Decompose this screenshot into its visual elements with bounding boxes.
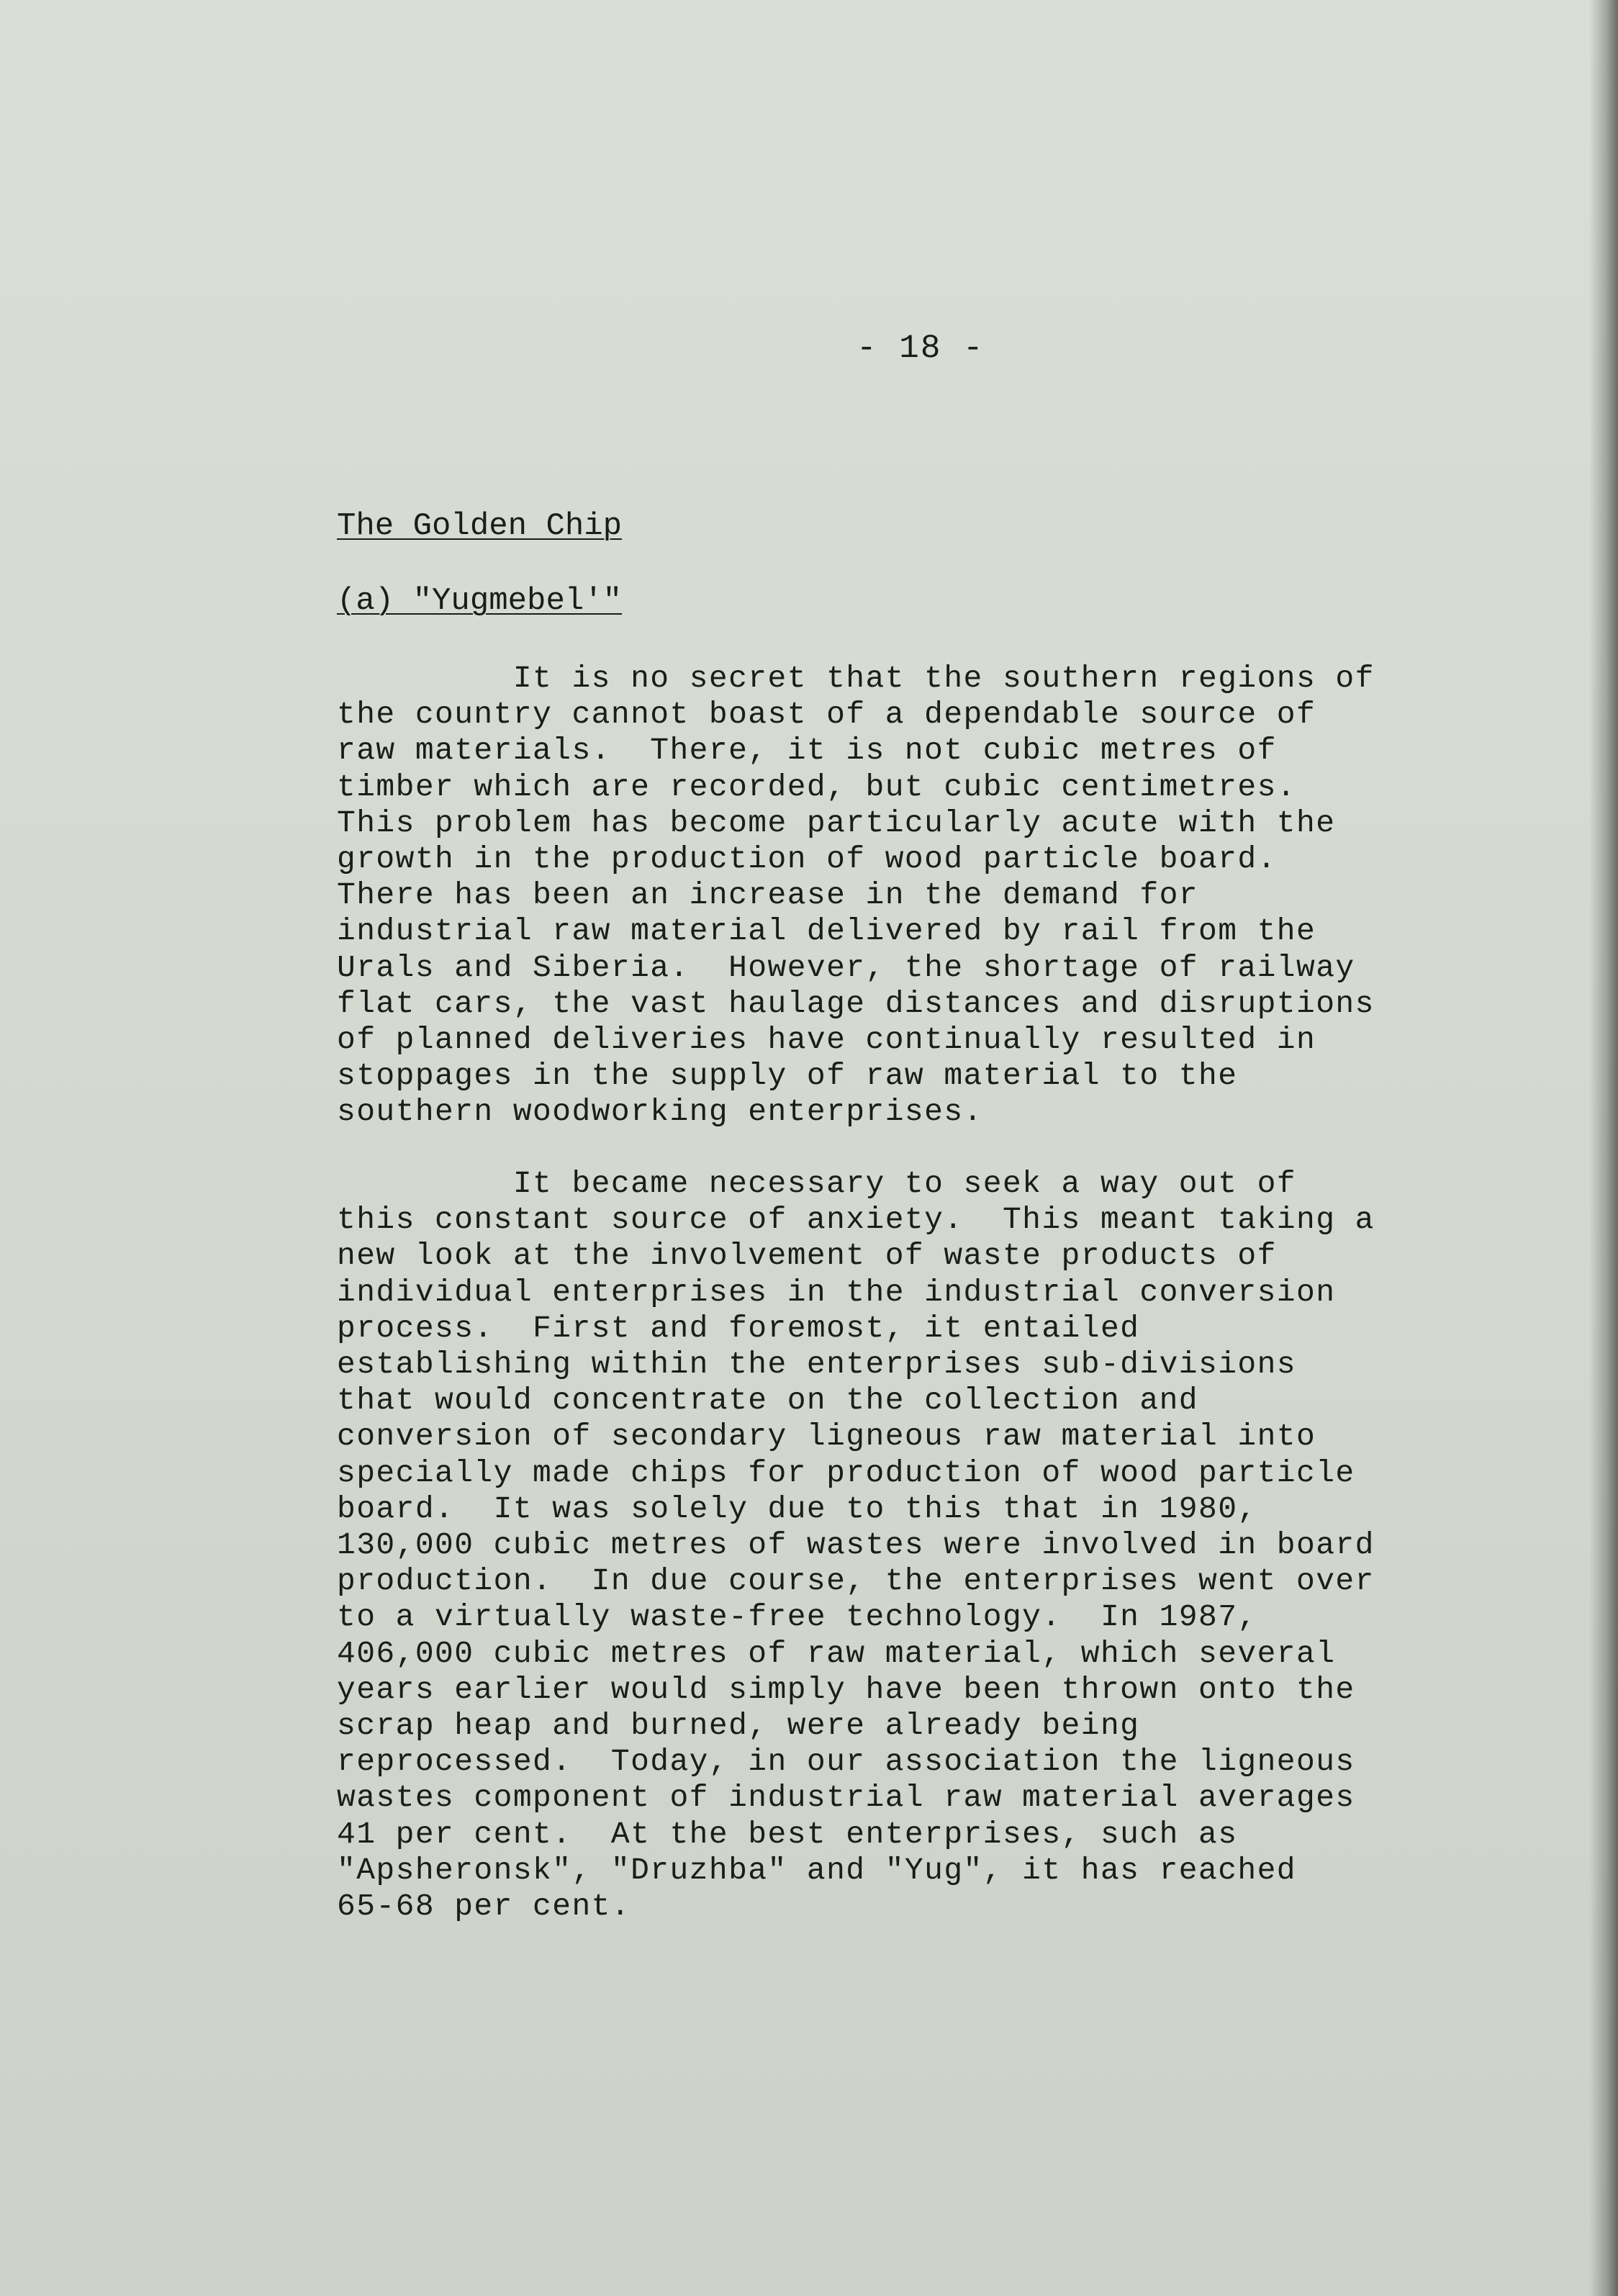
text-line: of planned deliveries have continually resulted in	[337, 1022, 1316, 1058]
text-line: It became necessary to seek a way out of	[337, 1166, 1297, 1201]
text-line: Urals and Siberia. However, the shortage of railway	[337, 949, 1355, 985]
text-line: 130,000 cubic metres of wastes were involved in board	[337, 1527, 1375, 1563]
text-line: "Apsheronsk", "Druzhba" and "Yug", it has reached	[337, 1852, 1297, 1888]
text-line: to a virtually waste-free technology. In 1987,	[337, 1599, 1257, 1635]
text-line: establishing within the enterprises sub-divisions	[337, 1347, 1297, 1383]
text-line: years earlier would simply have been thrown onto the	[337, 1671, 1355, 1707]
section-title: The Golden Chip	[337, 508, 623, 544]
text-line: 41 per cent. At the best enterprises, such as	[337, 1816, 1238, 1852]
text-line: timber which are recorded, but cubic centimetres.	[337, 769, 1297, 805]
text-line: 406,000 cubic metres of raw material, which several	[337, 1635, 1336, 1671]
paragraph-2	[337, 1166, 1517, 1925]
text-line: It is no secret that the southern regions of	[337, 661, 1375, 696]
text-line: conversion of secondary ligneous raw material into	[337, 1419, 1316, 1455]
text-line: stoppages in the supply of raw material to the	[337, 1058, 1238, 1094]
text-line: production. In due course, the enterprises went over	[337, 1563, 1375, 1599]
text-line: southern woodworking enterprises.	[337, 1094, 983, 1130]
text-line: new look at the involvement of waste products of	[337, 1238, 1277, 1274]
text-line: the country cannot boast of a dependable source of	[337, 697, 1316, 733]
section-subtitle: (a) "Yugmebel'"	[337, 583, 623, 619]
text-line: process. First and foremost, it entailed	[337, 1310, 1140, 1346]
text-line: raw materials. There, it is not cubic metres of	[337, 733, 1277, 769]
text-line: specially made chips for production of wood particle	[337, 1455, 1355, 1491]
text-line: This problem has become particularly acute with the	[337, 805, 1336, 841]
text-line: board. It was solely due to this that in 1980,	[337, 1491, 1257, 1527]
page-number: - 18 -	[857, 330, 985, 367]
text-line: flat cars, the vast haulage distances and disruptions	[337, 985, 1375, 1021]
text-line: industrial raw material delivered by rail from the	[337, 913, 1316, 949]
text-line: individual enterprises in the industrial conversion	[337, 1274, 1336, 1310]
text-line: scrap heap and burned, were already being	[337, 1708, 1140, 1744]
page-edge-shadow	[1589, 0, 1618, 2296]
text-line: reprocessed. Today, in our association the ligneous	[337, 1744, 1355, 1780]
text-line: that would concentrate on the collection and	[337, 1383, 1198, 1419]
text-line: growth in the production of wood particle board.	[337, 841, 1277, 877]
text-line: There has been an increase in the demand for	[337, 877, 1198, 913]
paragraph-1	[337, 661, 1517, 1131]
text-line: this constant source of anxiety. This meant taking a	[337, 1202, 1375, 1238]
text-line: 65-68 per cent.	[337, 1889, 631, 1925]
text-line: wastes component of industrial raw material averages	[337, 1780, 1355, 1816]
